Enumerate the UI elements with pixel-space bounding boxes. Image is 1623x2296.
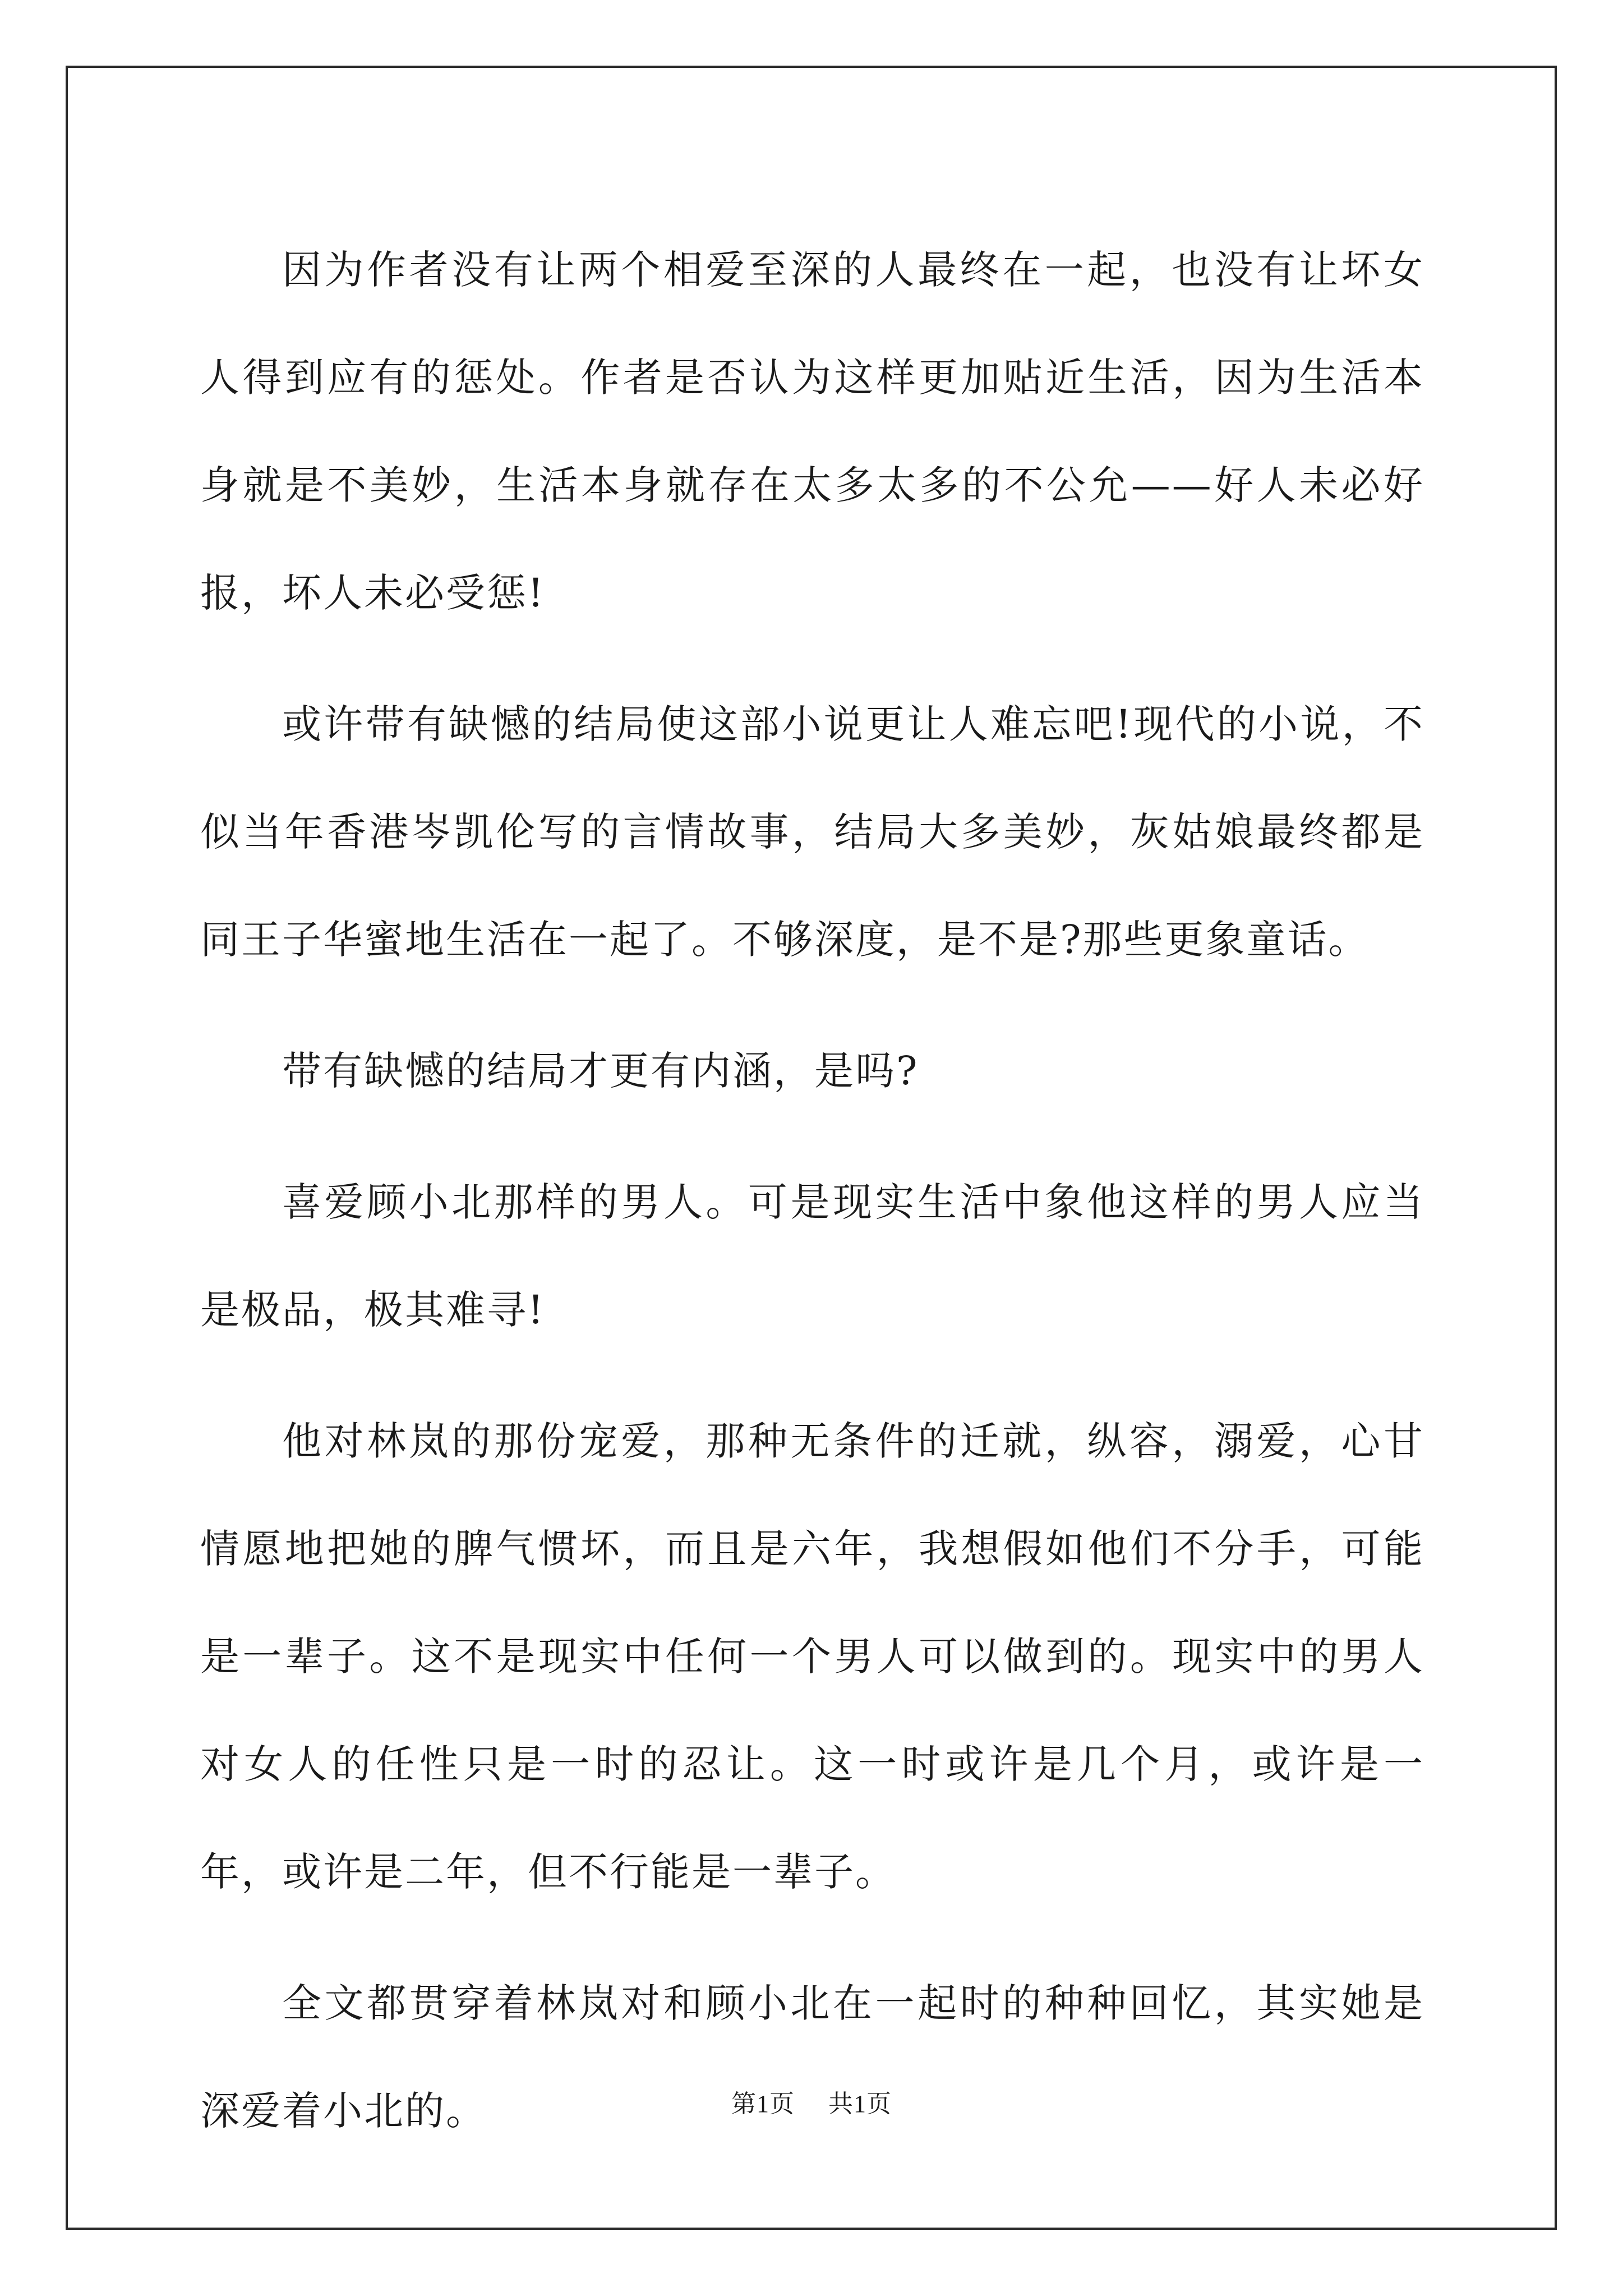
paragraph-2: 或许带有缺憾的结局使这部小说更让人难忘吧!现代的小说，不似当年香港岑凯伦写的言情故事，结局大多美妙，灰姑娘最终都是同王子华蜜地生活在一起了。不够深度，是不是?那些更象童话。 [200,701,1424,963]
page-number-total: 共1页 [828,2090,892,2118]
paragraph-6: 全文都贯穿着林岚对和顾小北在一起时的种种回忆，其实她是深爱着小北的。 [200,1980,1424,2134]
paragraph-3: 带有缺憾的结局才更有内涵，是吗? [282,1048,919,1094]
paragraph-5: 他对林岚的那份宠爱，那种无条件的迁就，纵容，溺爱，心甘情愿地把她的脾气惯坏，而且是六年，我想假如他们不分手，可能是一辈子。这不是现实中任何一个男人可以做到的。现实中的男人对女人的任性只是一时的忍让。这一时或许是几个月，或许是一年，或许是二年，但不行能是一辈子。 [200,1418,1424,1895]
paragraph-1: 因为作者没有让两个相爱至深的人最终在一起，也没有让坏女人得到应有的惩处。作者是否认为这样更加贴近生活，因为生活本身就是不美妙，生活本身就存在太多太多的不公允——好人未必好报，坏人未必受惩! [200,247,1424,616]
paragraph-4: 喜爱顾小北那样的男人。可是现实生活中象他这样的男人应当是极品，极其难寻! [200,1179,1424,1333]
page-footer [0,2083,1623,2119]
document-body [200,216,1424,2188]
page-number-current: 第1页 [731,2090,795,2118]
